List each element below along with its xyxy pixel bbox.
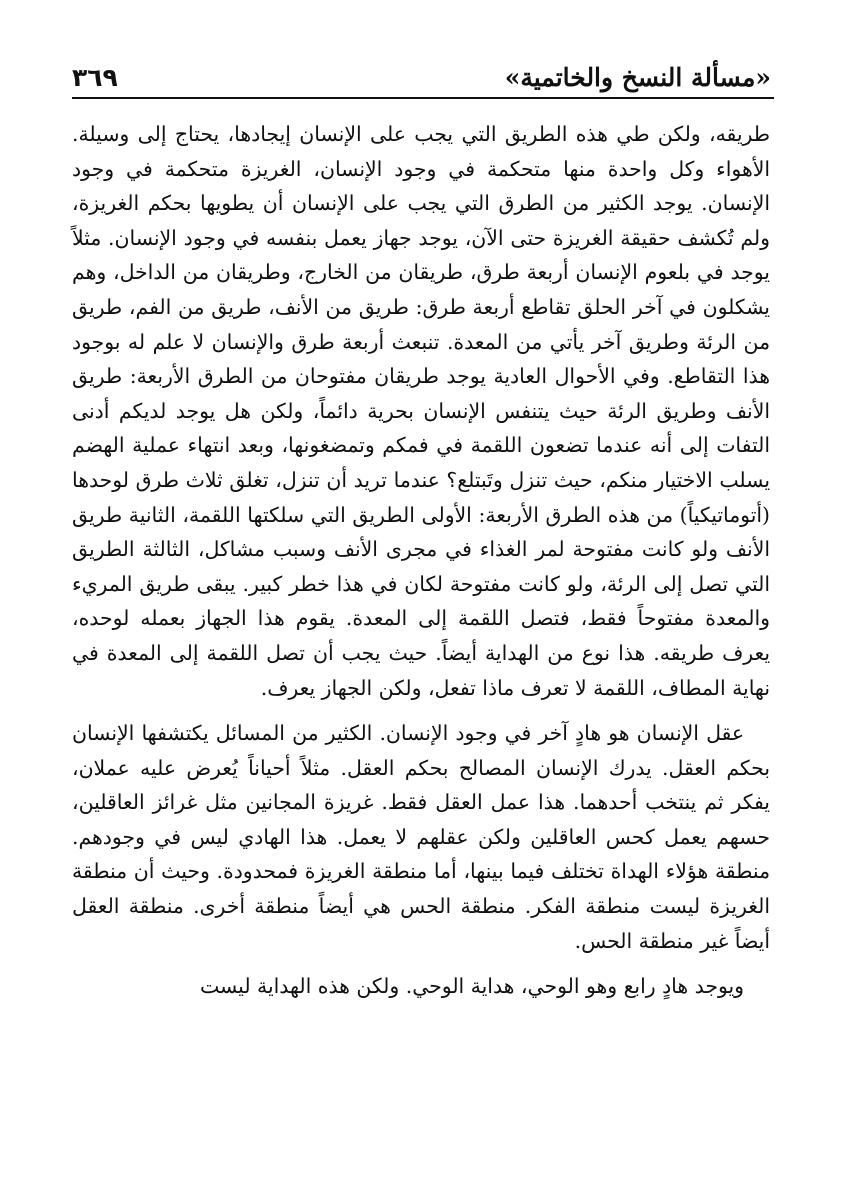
- body-text: [72, 117, 770, 1004]
- paragraph-revelation-guide: ويوجد هادٍ رابع وهو الوحي، هداية الوحي. ولكن هذه الهداية ليست: [199, 974, 744, 999]
- chapter-title: «مسألة النسخ والخاتمية»: [504, 63, 771, 92]
- header-divider: [72, 97, 774, 99]
- paragraph-intellect-guide: عقل الإنسان هو هادٍ آخر في وجود الإنسان. الكثير من المسائل يكتشفها الإنسان بحكم العقل. يدرك الإنسان المصالح بحكم العقل. مثلاً أحياناً يُعرض عليه عملان، يفكر ثم ينتخب أحدهما. هذا عمل العقل فقط. غريزة المجانين مثل غرائز العاقلين، حسهم يعمل كحس العاقلين ولكن عقلهم لا يعمل. هذا الهادي ليس في وجودهم. منطقة هؤلاء الهداة تختلف فيما بينها، أما منطقة الغريزة فمحدودة. وحيث أن منطقة الغريزة ليست منطقة الفكر. منطقة الحس هي أيضاً منطقة أخرى. منطقة العقل أيضاً غير منطقة الحس.: [72, 721, 770, 953]
- paragraph-swallowing-instinct: طريقه، ولكن طي هذه الطريق التي يجب على الإنسان إيجادها، يحتاج إلى وسيلة. الأهواء وكل واحدة منها متحكمة في وجود الإنسان، الغريزة متحكمة في وجود الإنسان. يوجد الكثير من الطرق التي يجب على الإنسان أن يطويها بحكم الغريزة، ولم تُكشف حقيقة الغريزة حتى الآن، يوجد جهاز يعمل بنفسه في وجود الإنسان. مثلاً يوجد في بلعوم الإنسان أربعة طرق، طريقان من الخارج، وطريقان من الداخل، وهم يشكلون في آخر الحلق تقاطع أربعة طرق: طريق من الأنف، طريق من الفم، طريق من الرئة وطريق آخر يأتي من المعدة. تنبعث أربعة طرق والإنسان لا علم له بوجود هذا التقاطع. وفي الأحوال العادية يوجد طريقان مفتوحان من الطرق الأربعة: طريق الأنف وطريق الرئة حيث يتنفس الإنسان بحرية دائماً، ولكن هل يوجد لديكم أدنى التفات إلى أنه عندما تضعون اللقمة في فمكم وتمضغونها، وبعد انتهاء عملية الهضم يسلب الاختيار منكم، حيث تنزل وتَبتلع؟ عندما تريد أن تنزل، تغلق ثلاث طرق لوحدها (أتوماتيكياً) من هذه الطرق الأربعة: الأولى الطريق التي سلكتها اللقمة، الثانية طريق الأنف ولو كانت مفتوحة لمر الغذاء في مجرى الأنف وسبب مشاكل، الثالثة الطريق التي تصل إلى الرئة، ولو كانت مفتوحة لكان في هذا خطر كبير. يبقى طريق المريء والمعدة مفتوحاً فقط، فتصل اللقمة إلى المعدة. يقوم هذا الجهاز بعمله لوحده، يعرف طريقه. هذا نوع من الهداية أيضاً. حيث يجب أن تصل اللقمة إلى المعدة في نهاية المطاف، اللقمة لا تعرف ماذا تفعل، ولكن الجهاز يعرف.: [72, 122, 771, 700]
- page-number: ٣٦٩: [72, 63, 118, 92]
- running-header: [72, 52, 771, 92]
